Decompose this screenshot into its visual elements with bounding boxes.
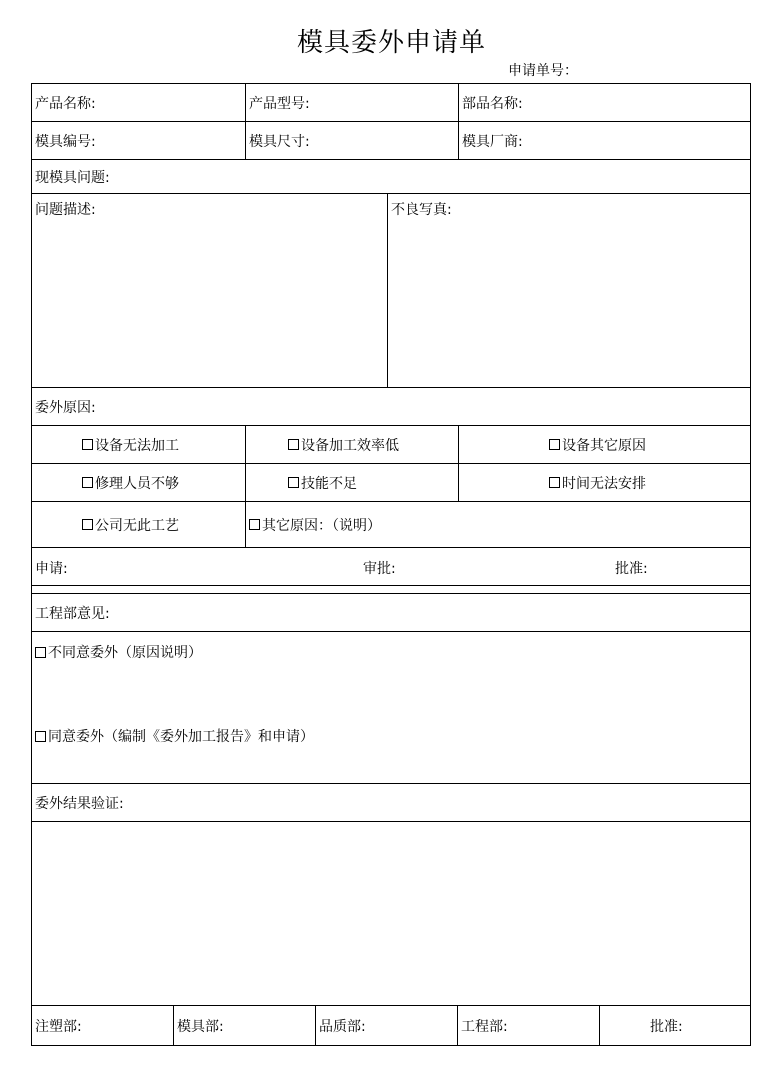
reason-cell-6 xyxy=(459,464,751,502)
footer-quality-cell[interactable] xyxy=(316,1006,458,1046)
separator-row xyxy=(32,586,751,594)
issue-description-label: 问题描述: xyxy=(35,202,96,218)
checkbox-icon[interactable] xyxy=(549,477,560,488)
reason-cell-8 xyxy=(246,502,751,548)
footer-approve-cell[interactable] xyxy=(600,1006,751,1046)
reason-cell-1 xyxy=(32,426,246,464)
reason-other: 其它原因：（说明） xyxy=(262,517,381,534)
reason-cell-7 xyxy=(32,502,246,548)
signature-row xyxy=(32,548,751,586)
application-no-label: 申请单号： xyxy=(508,63,578,79)
issue-description-area[interactable] xyxy=(32,194,388,388)
reason-no-time: 时间无法安排 xyxy=(562,475,646,492)
disagree-option xyxy=(35,642,202,662)
engineering-opinion-label: 工程部意见: xyxy=(35,605,110,622)
footer-injection-cell[interactable] xyxy=(32,1006,174,1046)
reason-insufficient-skill: 技能不足 xyxy=(301,475,357,492)
part-name-label: 部品名称: xyxy=(462,95,523,112)
verification-row xyxy=(32,784,751,822)
reason-no-process: 公司无此工艺 xyxy=(95,517,179,534)
disagree-label: 不同意委外（原因说明） xyxy=(48,645,202,661)
mold-size-cell[interactable] xyxy=(246,122,459,160)
engineering-dept-label: 工程部: xyxy=(461,1018,508,1035)
quality-dept-label: 品质部: xyxy=(319,1018,366,1035)
defect-photo-label: 不良写真: xyxy=(391,202,452,218)
reason-insufficient-staff: 修理人员不够 xyxy=(95,475,179,492)
mold-size-label: 模具尺寸: xyxy=(249,133,310,150)
checkbox-icon[interactable] xyxy=(82,519,93,530)
engineering-opinion-row xyxy=(32,594,751,632)
reason-cell-2 xyxy=(246,426,459,464)
footer-mold-cell[interactable] xyxy=(174,1006,316,1046)
reason-equipment-other: 设备其它原因 xyxy=(562,437,646,454)
engineering-decision-area xyxy=(32,632,751,784)
checkbox-icon[interactable] xyxy=(549,439,560,450)
footer-approve-label: 批准: xyxy=(650,1018,683,1035)
review-label: 审批: xyxy=(363,561,396,577)
agree-option xyxy=(35,726,314,746)
checkbox-icon[interactable] xyxy=(82,477,93,488)
current-issue-label: 现模具问题: xyxy=(35,169,110,186)
verification-area[interactable] xyxy=(32,822,751,1006)
current-issue-row xyxy=(32,160,751,194)
reason-low-efficiency: 设备加工效率低 xyxy=(301,437,399,454)
product-name-cell[interactable] xyxy=(32,84,246,122)
mold-dept-label: 模具部: xyxy=(177,1018,224,1035)
reason-cell-5 xyxy=(246,464,459,502)
part-name-cell[interactable] xyxy=(459,84,751,122)
mold-no-label: 模具编号: xyxy=(35,133,96,150)
outsourcing-reason-label: 委外原因: xyxy=(35,399,96,416)
checkbox-icon[interactable] xyxy=(249,519,260,530)
checkbox-icon[interactable] xyxy=(288,477,299,488)
defect-photo-area[interactable] xyxy=(388,194,751,388)
product-name-label: 产品名称: xyxy=(35,95,96,112)
form-table xyxy=(31,83,751,1046)
mold-maker-label: 模具厂商: xyxy=(462,133,523,150)
reason-cell-3 xyxy=(459,426,751,464)
approve-label: 批准: xyxy=(615,561,648,577)
agree-label: 同意委外（编制《委外加工报告》和申请） xyxy=(48,729,314,745)
product-model-cell[interactable] xyxy=(246,84,459,122)
checkbox-icon[interactable] xyxy=(288,439,299,450)
checkbox-icon[interactable] xyxy=(35,731,46,742)
outsourcing-reason-row xyxy=(32,388,751,426)
footer-engineering-cell[interactable] xyxy=(458,1006,600,1046)
mold-no-cell[interactable] xyxy=(32,122,246,160)
apply-label: 申请: xyxy=(35,561,68,577)
product-model-label: 产品型号: xyxy=(249,95,310,112)
mold-maker-cell[interactable] xyxy=(459,122,751,160)
reason-cell-4 xyxy=(32,464,246,502)
verification-label: 委外结果验证: xyxy=(35,795,124,812)
injection-dept-label: 注塑部: xyxy=(35,1018,82,1035)
reason-equipment-unable: 设备无法加工 xyxy=(95,437,179,454)
form-title: 模具委外申请单 xyxy=(296,28,486,58)
checkbox-icon[interactable] xyxy=(82,439,93,450)
checkbox-icon[interactable] xyxy=(35,647,46,658)
